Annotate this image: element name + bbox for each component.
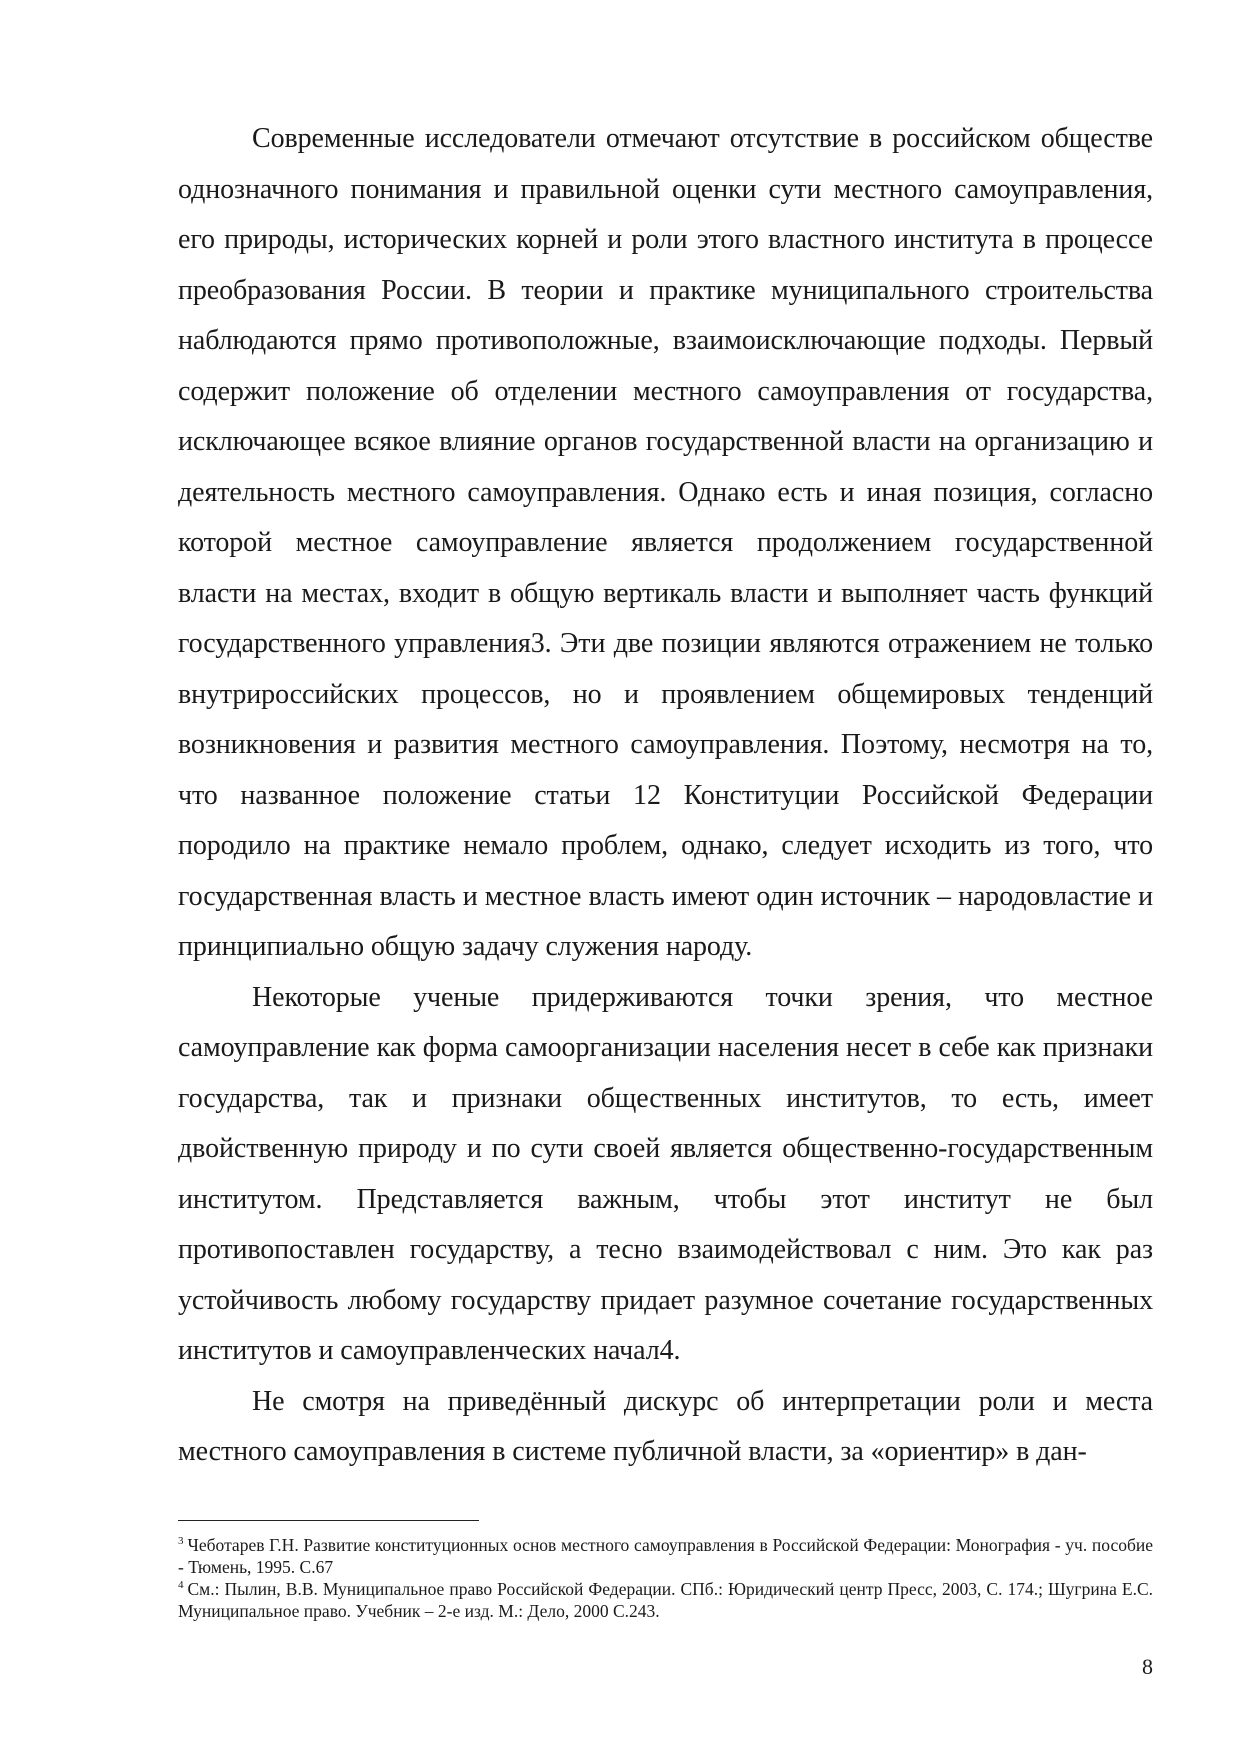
footnote-mark: 4 xyxy=(178,1579,184,1592)
paragraph-1: Современные исследователи отмечают отсутствие в российском обществе однозначного понимания и правильной оценки сути местного самоуправления, его природы, исторических корней и роли этого властного института в процессе преобразования России. В теории и практике муниципального строительства наблюдаются прямо противоположные, взаимоисключающие подходы. Первый содержит положение об отделении местного самоуправления от государства, исключающее всякое влияние органов государственной власти на организацию и деятельность местного самоуправления. Однако есть и иная позиция, согласно которой местное самоуправление является продолжением государственной власти на местах, входит в общую вертикаль власти и выполняет часть функций государственного управления3. Эти две позиции являются отражением не только внутрироссийских процессов, но и проявлением общемировых тенденций возникновения и развития местного самоуправления. Поэтому, несмотря на то, что названное положение статьи 12 Конституции Российской Федерации породило на практике немало проблем, однако, следует исходить из того, что государственная власть и местное власть имеют один источник – народовластие и принципиально общую задачу служения народу. xyxy=(178,123,1153,962)
paragraph-3: Не смотря на приведённый дискурс об интерпретации роли и места местного самоуправления в системе публичной власти, за «ориентир» в дан- xyxy=(178,1385,1153,1467)
footnote-4 xyxy=(178,1578,1153,1622)
footnote-3 xyxy=(178,1534,1153,1578)
footnote-mark: 3 xyxy=(178,1535,184,1548)
footnote-text: Чеботарев Г.Н. Развитие конституционных основ местного самоуправления в Российской Федерации: Монография - уч. пособие - Тюмень, 1995. С.67 xyxy=(178,1535,1153,1577)
page-number: 8 xyxy=(1142,1654,1153,1679)
footnotes xyxy=(178,1534,1153,1622)
paragraph-2: Некоторые ученые придерживаются точки зрения, что местное самоуправление как форма самоорганизации населения несет в себе как признаки государства, так и признаки общественных институтов, то есть, имеет двойственную природу и по сути своей является общественно-государственным институтом. Представляется важным, чтобы этот институт не был противопоставлен государству, а тесно взаимодействовал с ним. Это как раз устойчивость любому государству придает разумное сочетание государственных институтов и самоуправленческих начал4. xyxy=(178,981,1153,1366)
footnote-text: См.: Пылин, В.В. Муниципальное право Российской Федерации. СПб.: Юридический центр Пресс, 2003, С. 174.; Шугрина Е.С. Муниципальное право. Учебник – 2-е изд. М.: Дело, 2000 С.243. xyxy=(178,1579,1153,1621)
footnote-separator xyxy=(178,1520,479,1521)
body-text xyxy=(178,114,1153,1478)
